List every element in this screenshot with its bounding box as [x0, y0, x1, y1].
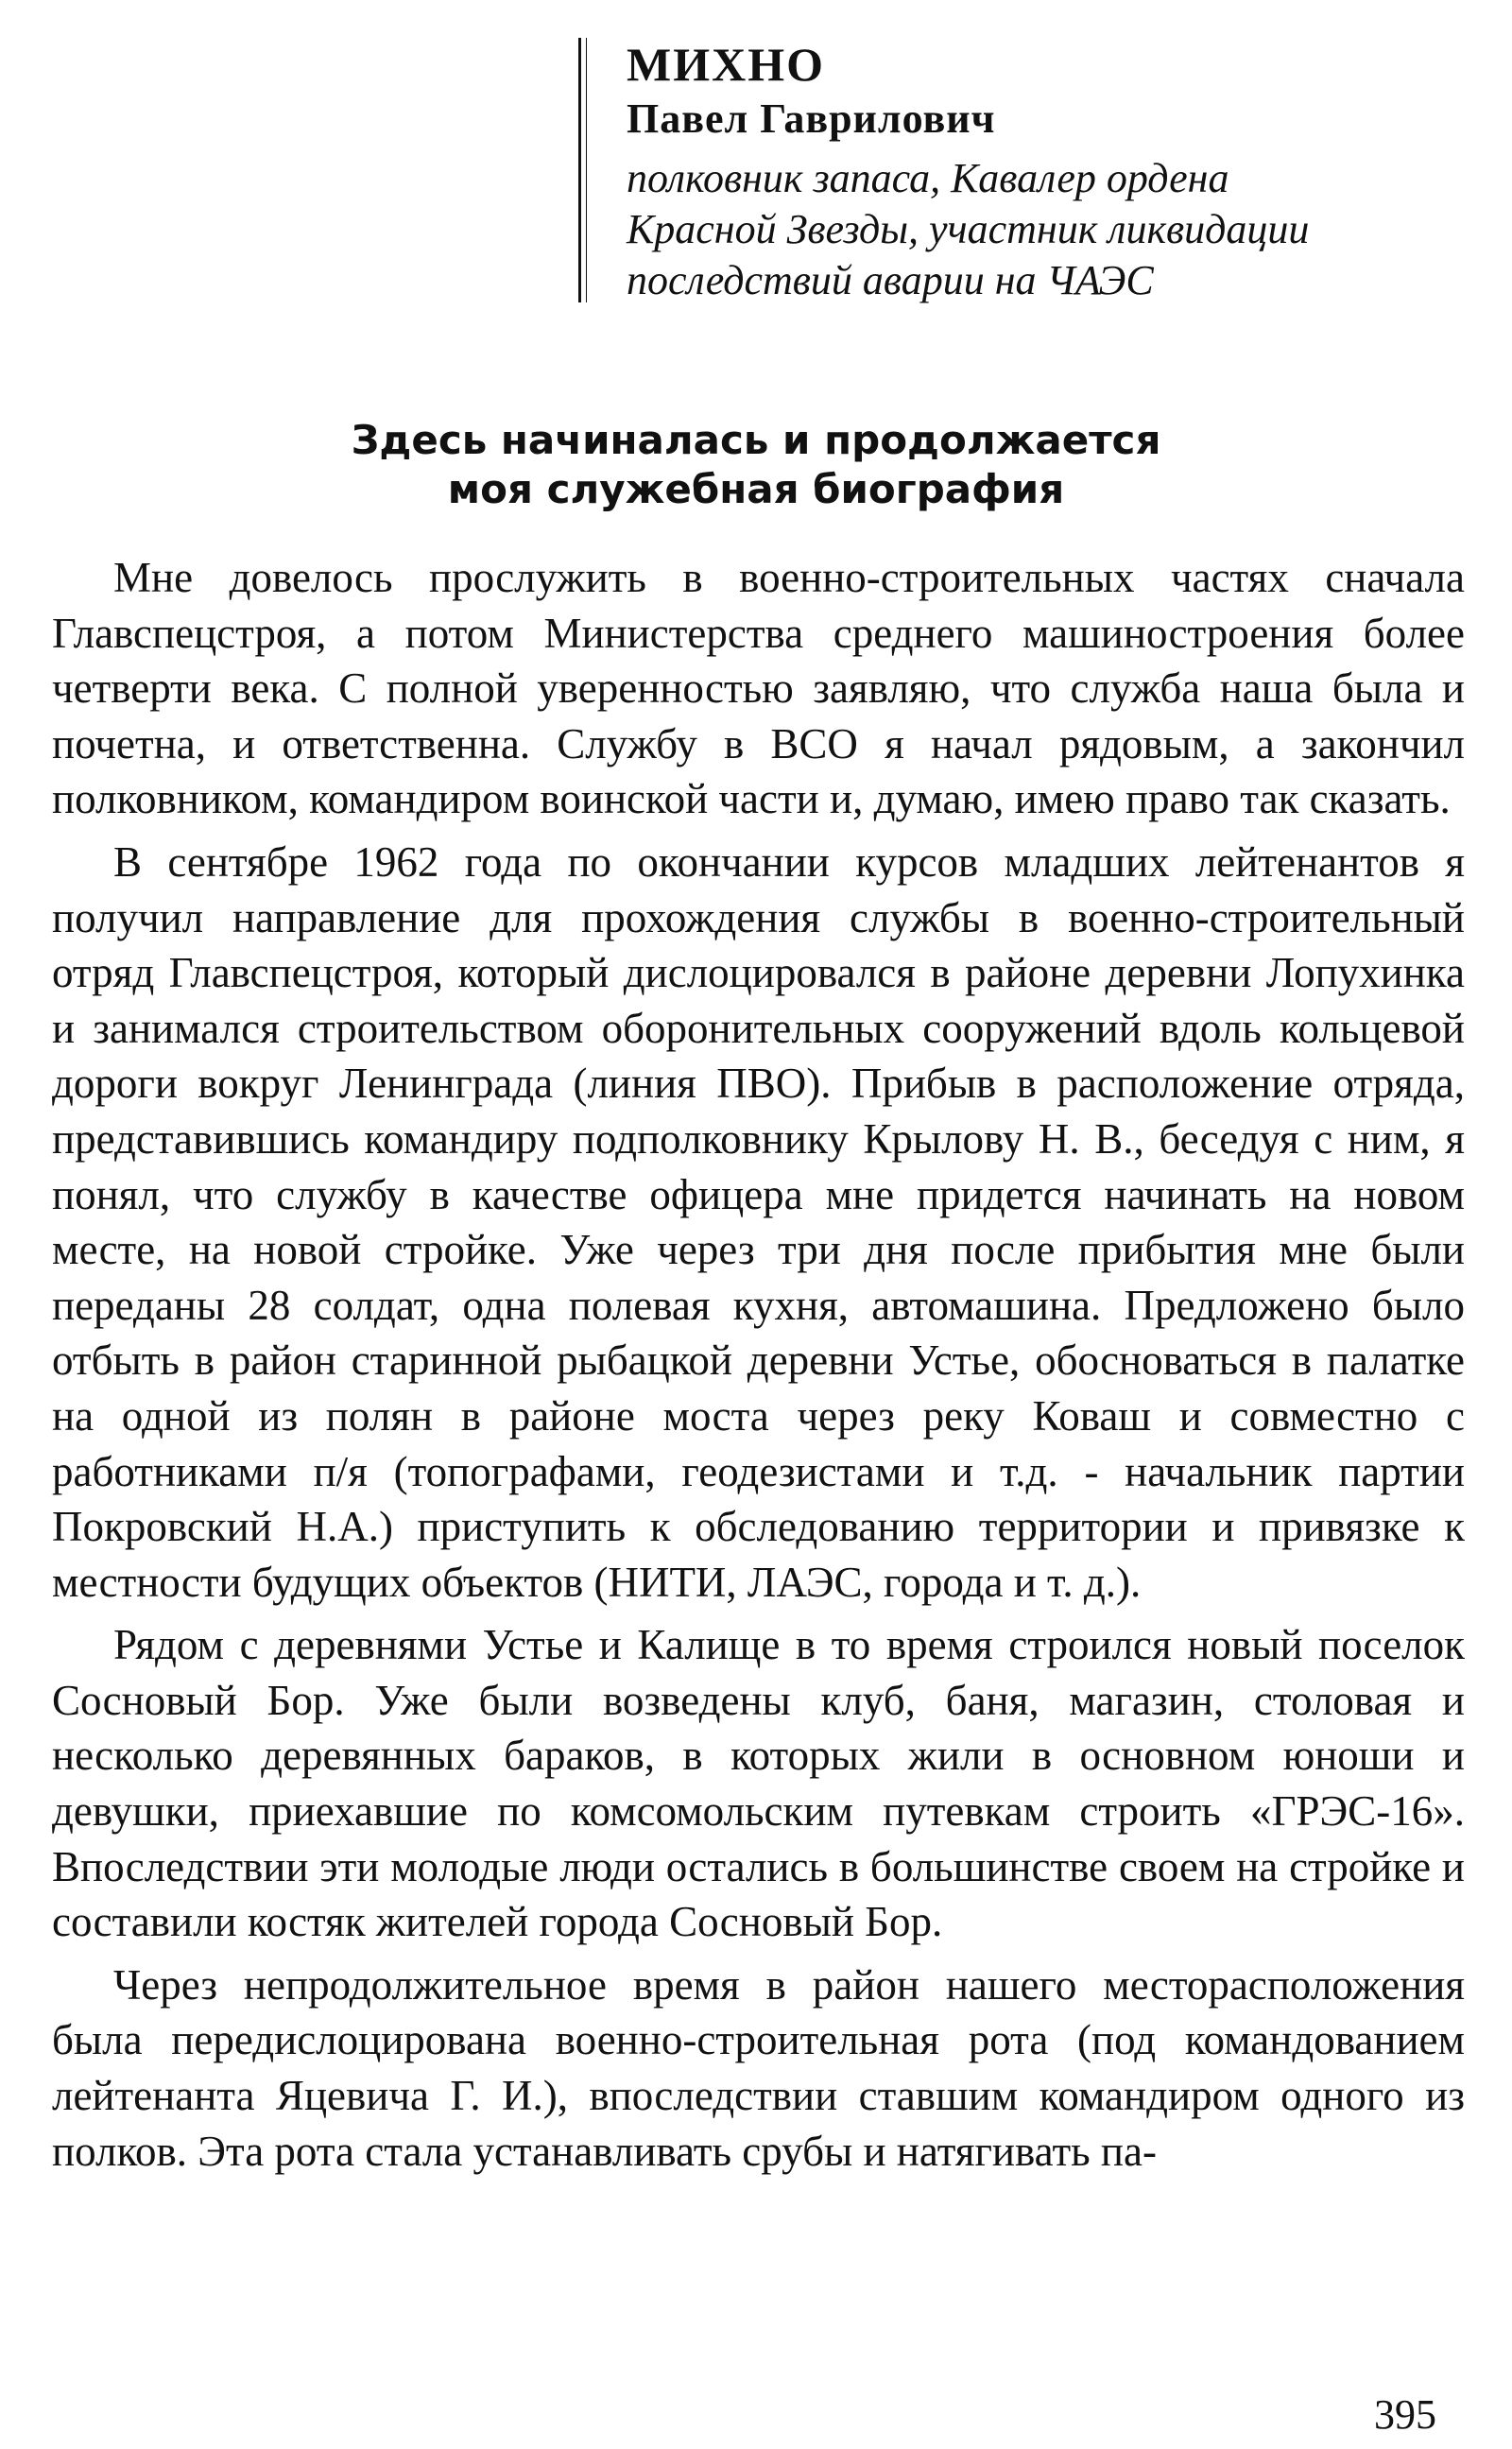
article-title-line: Здесь начиналась и продолжается [351, 417, 1161, 463]
article-paragraph: Через непродолжительное время в район нашего месторасположения была передислоцирована военно-строительная рота (под командованием лейтенанта Яцевича Г. И.), впоследствии ставшим командиром одного из полков. Эта рота стала устанавливать срубы и натягивать па- [52, 1960, 1465, 2175]
article-title [57, 416, 1455, 514]
article-body [52, 550, 1465, 2179]
author-block [575, 36, 1512, 306]
page-number: 395 [1374, 2391, 1436, 2438]
author-role-line: последствий аварии на ЧАЭС [627, 257, 1154, 303]
author-role-line: полковник запаса, Кавалер ордена [627, 155, 1229, 201]
article-paragraph: В сентябре 1962 года по окончании курсов младших лейтенантов я получил направление для прохождения службы в военно-строительный отряд Главспецстроя, который дислоцировался в районе деревни Лопухинка и занимался строительством оборонительных сооружений вдоль кольцевой дороги вокруг Ленинграда (линия ПВО). Прибыв в расположение отряда, представившись командиру подполковнику Крылову Н. В., беседуя с ним, я понял, что службу в качестве офицера мне придется начинать на новом месте, на новой стройке. Уже через три дня после прибытия мне были переданы 28 солдат, одна полевая кухня, автомашина. Предложено было отбыть в район старинной рыбацкой деревни Устье, обосноваться в палатке на одной из полян в районе моста через реку Коваш и совместно с работниками п/я (топографами, геодезистами и т.д. - начальник партии Покровский Н.А.) приступить к обследованию территории и привязке к местности будущих объектов (НИТИ, ЛАЭС, города и т. д.). [52, 837, 1465, 1606]
article-title-line: моя служебная биография [447, 466, 1065, 512]
article-paragraph: Рядом с деревнями Устье и Калище в то время строился новый поселок Сосновый Бор. Уже были возведены клуб, баня, магазин, столовая и несколько деревянных бараков, в которых жили в основном юноши и девушки, приехавшие по комсомольским путевкам строить «ГРЭС-16». Впоследствии эти молодые люди остались в большинстве своем на стройке и составили костяк жителей города Сосновый Бор. [52, 1621, 1465, 1946]
author-name: Павел Гаврилович [627, 95, 996, 142]
author-role-line: Красной Звезды, участник ликвидации [627, 206, 1310, 252]
article-paragraph: Мне довелось прослужить в военно-строительных частях сначала Главспецстроя, а потом Министерства среднего машиностроения более четверти века. С полной уверенностью заявляю, что служба наша была и почетна, и ответственна. Службу в ВСО я начал рядовым, а закончил полковником, командиром воинской части и, думаю, имею право так сказать. [52, 554, 1465, 823]
author-surname: МИХНО [627, 38, 825, 91]
